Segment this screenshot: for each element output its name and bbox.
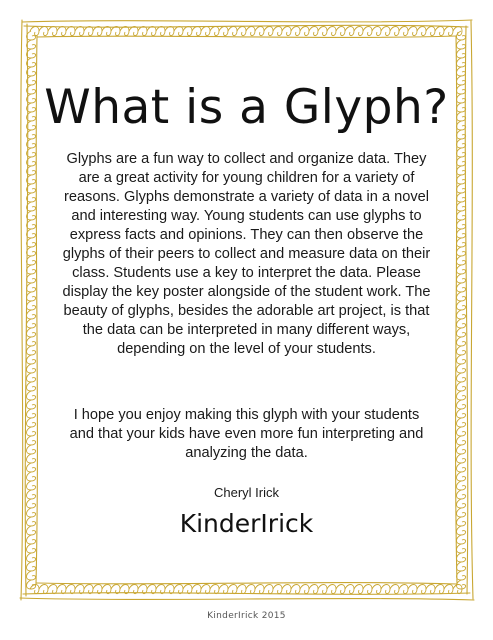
- intro-paragraph: Glyphs are a fun way to collect and organize data. They are a great activity for young children for a variety of reasons. Glyphs demonstrate a variety of data in a novel and interesting way. Young students can use glyphs to express facts and opinions. They can then observe the glyphs of their peers to collect and measure data on their class. Students use a key to interpret the data. Please display the key poster alongside of the student work. The beauty of glyphs, besides the adorable art project, is that the data can be interpreted in many different ways, depending on the level of your students.: [62, 151, 431, 357]
- frame-scribble: [30, 27, 462, 36]
- closing-paragraph: I hope you enjoy making this glyph with your students and that your kids have even more fun interpreting and analyzing the data.: [69, 407, 424, 461]
- author-name: Cheryl Irick: [213, 485, 279, 500]
- frame-scribble: [30, 585, 462, 594]
- footer-credit: KinderIrick 2015: [207, 611, 286, 621]
- page-title: What is a Glyph?: [44, 80, 449, 135]
- signature: KinderIrick: [179, 509, 314, 538]
